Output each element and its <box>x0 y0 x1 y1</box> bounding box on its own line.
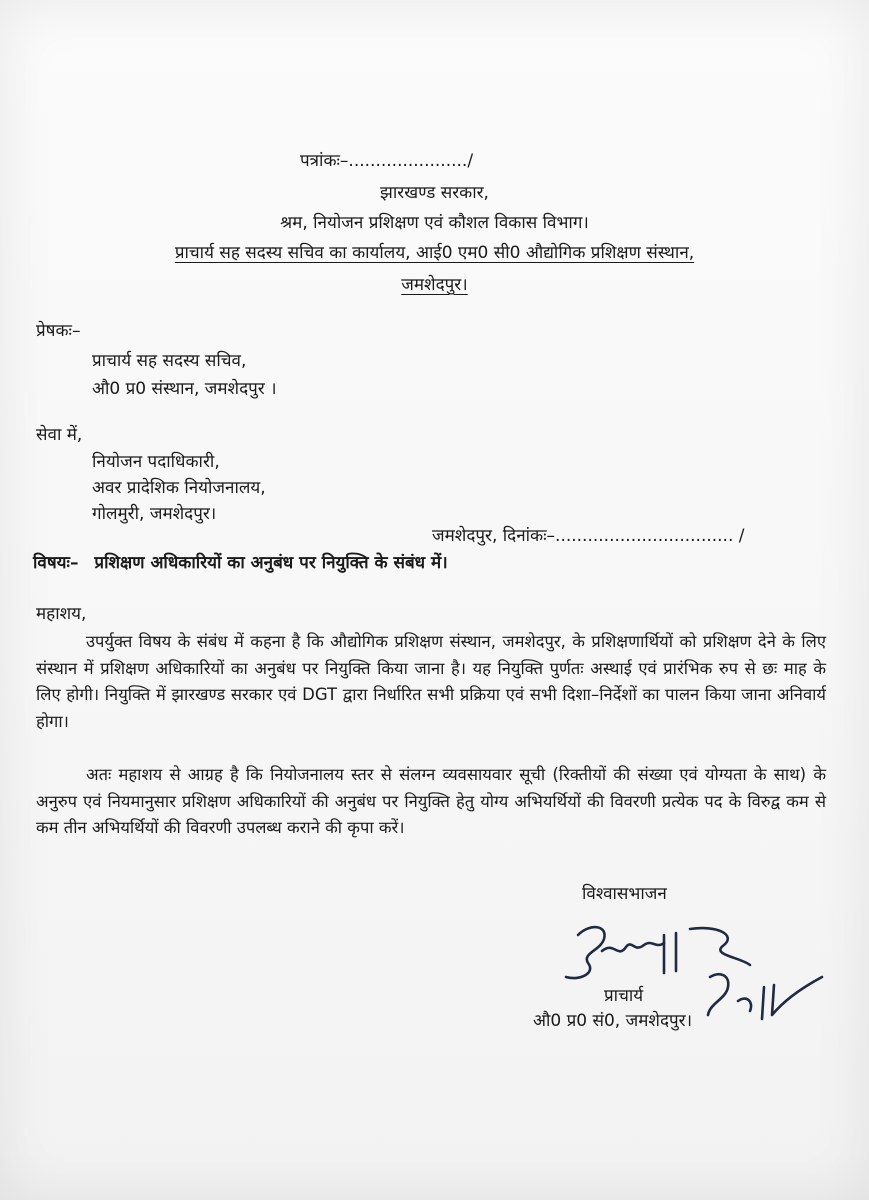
recipient-line-1: नियोजन पदाधिकारी, <box>92 452 220 472</box>
institute-name: औ0 प्र0 सं0, जमशेदपुर। <box>533 1011 693 1031</box>
sender-label: प्रेषकः– <box>36 321 81 341</box>
sender-line-1: प्राचार्य सह सदस्य सचिव, <box>92 351 247 371</box>
valediction: विश्वासभाजन <box>582 884 667 904</box>
office-name-line-2: जमशेदपुर। <box>401 275 468 295</box>
government-name: झारखण्ड सरकार, <box>380 183 489 203</box>
date-line: जमशेदपुर, दिनांकः–................................. / <box>432 526 745 546</box>
sender-line-2: औ0 प्र0 संस्थान, जमशेदपुर । <box>92 379 277 399</box>
reference-number-line: पत्रांकः–....................../ <box>300 151 474 171</box>
office-name-line-1: प्राचार्य सह सदस्य सचिव का कार्यालय, आई0 एम0 सी0 औद्योगिक प्रशिक्षण संस्थान, <box>174 243 695 263</box>
department-name: श्रम, नियोजन प्रशिक्षण एवं कौशल विकास विभाग। <box>280 213 589 233</box>
office-line-1-wrapper <box>0 242 869 264</box>
body-paragraph-1: उपर्युक्त विषय के संबंध में कहना है कि औद्योगिक प्रशिक्षण संस्थान, जमशेदपुर, के प्रशिक्षणार्थियों को प्रशिक्षण देने के लिए संस्थान में प्रशिक्षण अधिकारियों का अनुबंध पर नियुक्ति किया जाना है। यह नियुक्ति पुर्णतः अस्थाई एवं प्रारंभिक रुप से छः माह के लिए होगी। नियुक्ति में झारखण्ड सरकार एवं DGT द्वारा निर्धारित सभी प्रक्रिया एवं सभी दिशा–निर्देशों का पालन किया जाना अनिवार्य होगा। <box>36 632 826 731</box>
designation: प्राचार्य <box>604 986 644 1006</box>
recipient-line-3: गोलमुरी, जमशेदपुर। <box>92 504 217 524</box>
subject-label: विषयः– <box>33 553 79 573</box>
recipient-line-2: अवर प्रादेशिक नियोजनालय, <box>92 478 266 498</box>
office-line-2-wrapper <box>0 274 869 296</box>
subject-line <box>33 550 448 573</box>
body-paragraph-2: अतः महाशय से आग्रह है कि नियोजनालय स्तर से संलग्न व्यवसायवार सूची (रिक्तीयों की संख्या एवं योग्यता के साथ) के अनुरुप एवं नियमानुसार प्रशिक्षण अधिकारियों की अनुबंध पर नियुक्ति हेतु योग्य अभियर्थियों की विवरणी प्रत्येक पद के विरुद्व कम से कम तीन अभियर्थियों की विवरणी उपलब्ध कराने की कृपा करें। <box>36 765 826 837</box>
subject-text: प्रशिक्षण अधिकारियों का अनुबंध पर नियुक्ति के संबंध में। <box>94 553 448 573</box>
recipient-label: सेवा में, <box>36 425 83 445</box>
salutation: महाशय, <box>36 604 87 624</box>
